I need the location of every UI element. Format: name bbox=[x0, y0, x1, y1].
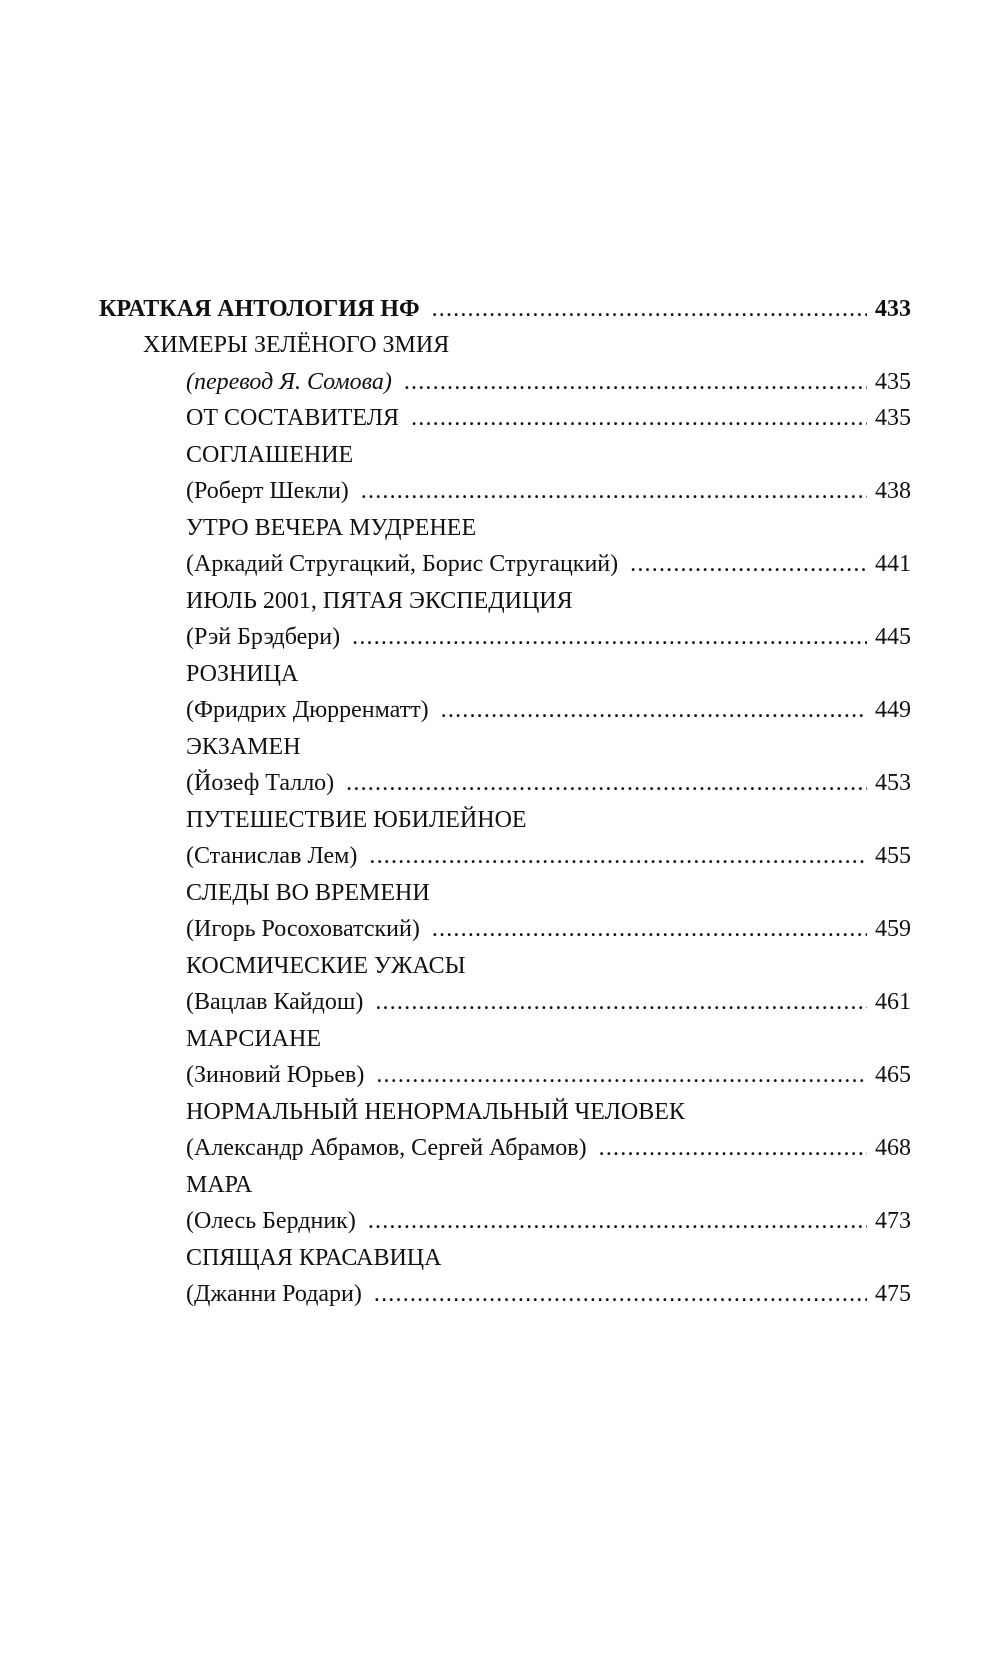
toc-entry-title-row[interactable] bbox=[186, 584, 573, 618]
toc-entry-author: (Рэй Брэдбери) bbox=[186, 624, 341, 650]
dot-leader bbox=[352, 620, 867, 654]
toc-entry-author-row[interactable] bbox=[186, 766, 911, 800]
toc-entry-author-row[interactable] bbox=[186, 1204, 911, 1238]
toc-translator: (перевод Я. Сомова) bbox=[186, 369, 392, 395]
dot-leader bbox=[368, 1204, 867, 1238]
toc-entry-title: МАРСИАНЕ bbox=[186, 1026, 321, 1052]
toc-entry-author: (Игорь Росоховатский) bbox=[186, 916, 420, 942]
toc-section-title: КРАТКАЯ АНТОЛОГИЯ НФ bbox=[99, 296, 420, 322]
dot-leader bbox=[432, 912, 867, 946]
toc-entry-author-row[interactable] bbox=[186, 912, 911, 946]
toc-entry-page: 461 bbox=[875, 989, 911, 1015]
toc-entry-title: ИЮЛЬ 2001, ПЯТАЯ ЭКСПЕДИЦИЯ bbox=[186, 588, 573, 614]
dot-leader bbox=[404, 365, 867, 399]
toc-entry-author-row[interactable] bbox=[186, 1131, 911, 1165]
toc-entry-author: (Йозеф Талло) bbox=[186, 770, 335, 796]
toc-entry-title: СЛЕДЫ ВО ВРЕМЕНИ bbox=[186, 880, 430, 906]
toc-entry-title-row[interactable] bbox=[186, 438, 353, 472]
toc-section-page: 433 bbox=[875, 296, 911, 322]
toc-entry-page: 473 bbox=[875, 1208, 911, 1234]
toc-entry-author-row[interactable] bbox=[186, 985, 911, 1019]
toc-entry-author-row[interactable] bbox=[186, 693, 911, 727]
toc-entry-title: СПЯЩАЯ КРАСАВИЦА bbox=[186, 1245, 442, 1271]
toc-entry-title: СОГЛАШЕНИЕ bbox=[186, 442, 354, 468]
toc-entry-title-row[interactable] bbox=[186, 1241, 441, 1275]
dot-leader bbox=[374, 1277, 867, 1311]
toc-section-row[interactable] bbox=[99, 292, 911, 326]
dot-leader bbox=[346, 766, 867, 800]
toc-entry-author: (Александр Абрамов, Сергей Абрамов) bbox=[186, 1135, 587, 1161]
toc-entry-title-row[interactable] bbox=[186, 949, 466, 983]
dot-leader bbox=[361, 474, 867, 508]
toc-entry-title: ПУТЕШЕСТВИЕ ЮБИЛЕЙНОЕ bbox=[186, 807, 527, 833]
toc-entry-title-row[interactable] bbox=[186, 876, 430, 910]
toc-entry-page: 475 bbox=[875, 1281, 911, 1307]
toc-entry-page: 468 bbox=[875, 1135, 911, 1161]
toc-entry-title: НОРМАЛЬНЫЙ НЕНОРМАЛЬНЫЙ ЧЕЛОВЕК bbox=[186, 1099, 685, 1125]
toc-entry-page: 438 bbox=[875, 478, 911, 504]
toc-entry-title: УТРО ВЕЧЕРА МУДРЕНЕЕ bbox=[186, 515, 477, 541]
toc-translator-page: 435 bbox=[875, 369, 911, 395]
toc-entry-author: (Вацлав Кайдош) bbox=[186, 989, 364, 1015]
toc-entry-title: КОСМИЧЕСКИЕ УЖАСЫ bbox=[186, 953, 466, 979]
toc-entry-title: ЭКЗАМЕН bbox=[186, 734, 301, 760]
toc-entry-author-row[interactable] bbox=[186, 1058, 911, 1092]
dot-leader bbox=[375, 985, 867, 1019]
dot-leader bbox=[432, 292, 867, 326]
toc-entry-author-row[interactable] bbox=[186, 547, 911, 581]
toc-entry-author: (Роберт Шекли) bbox=[186, 478, 349, 504]
toc-entry-author-row[interactable] bbox=[186, 839, 911, 873]
toc-entry-author: (Фридрих Дюрренматт) bbox=[186, 697, 429, 723]
dot-leader bbox=[599, 1131, 867, 1165]
dot-leader bbox=[441, 693, 867, 727]
toc-entry-page: 441 bbox=[875, 551, 911, 577]
toc-preface-page: 435 bbox=[875, 405, 911, 431]
toc-entry-page: 449 bbox=[875, 697, 911, 723]
dot-leader bbox=[376, 1058, 867, 1092]
toc-entry-title-row[interactable] bbox=[186, 1168, 252, 1202]
toc-entry-title-row[interactable] bbox=[186, 511, 476, 545]
toc-translator-row[interactable] bbox=[186, 365, 911, 399]
toc-entry-author: (Олесь Бердник) bbox=[186, 1208, 356, 1234]
toc-entry-title-row[interactable] bbox=[186, 1022, 321, 1056]
toc-entry-title: МАРА bbox=[186, 1172, 253, 1198]
toc-entry-title-row[interactable] bbox=[186, 730, 301, 764]
dot-leader bbox=[630, 547, 867, 581]
toc-entry-page: 465 bbox=[875, 1062, 911, 1088]
toc-entry-page: 459 bbox=[875, 916, 911, 942]
toc-entry-title: РОЗНИЦА bbox=[186, 661, 299, 687]
dot-leader bbox=[411, 401, 867, 435]
dot-leader bbox=[369, 839, 867, 873]
toc-preface-row[interactable] bbox=[186, 401, 911, 435]
toc-entry-author: (Зиновий Юрьев) bbox=[186, 1062, 365, 1088]
toc-entry-author: (Аркадий Стругацкий, Борис Стругацкий) bbox=[186, 551, 619, 577]
toc-entry-page: 455 bbox=[875, 843, 911, 869]
toc-subsection-title-row[interactable] bbox=[143, 328, 449, 362]
toc-entry-author: (Джанни Родари) bbox=[186, 1281, 362, 1307]
toc-entry-title-row[interactable] bbox=[186, 803, 527, 837]
toc-subsection-title: ХИМЕРЫ ЗЕЛЁНОГО ЗМИЯ bbox=[143, 332, 450, 358]
toc-entry-title-row[interactable] bbox=[186, 1095, 685, 1129]
toc-entry-author-row[interactable] bbox=[186, 474, 911, 508]
toc-entry-author: (Станислав Лем) bbox=[186, 843, 358, 869]
toc-entry-author-row[interactable] bbox=[186, 1277, 911, 1311]
toc-entry-author-row[interactable] bbox=[186, 620, 911, 654]
toc-entry-page: 445 bbox=[875, 624, 911, 650]
toc-entry-page: 453 bbox=[875, 770, 911, 796]
toc-preface-title: ОТ СОСТАВИТЕЛЯ bbox=[186, 405, 400, 431]
toc-entry-title-row[interactable] bbox=[186, 657, 298, 691]
